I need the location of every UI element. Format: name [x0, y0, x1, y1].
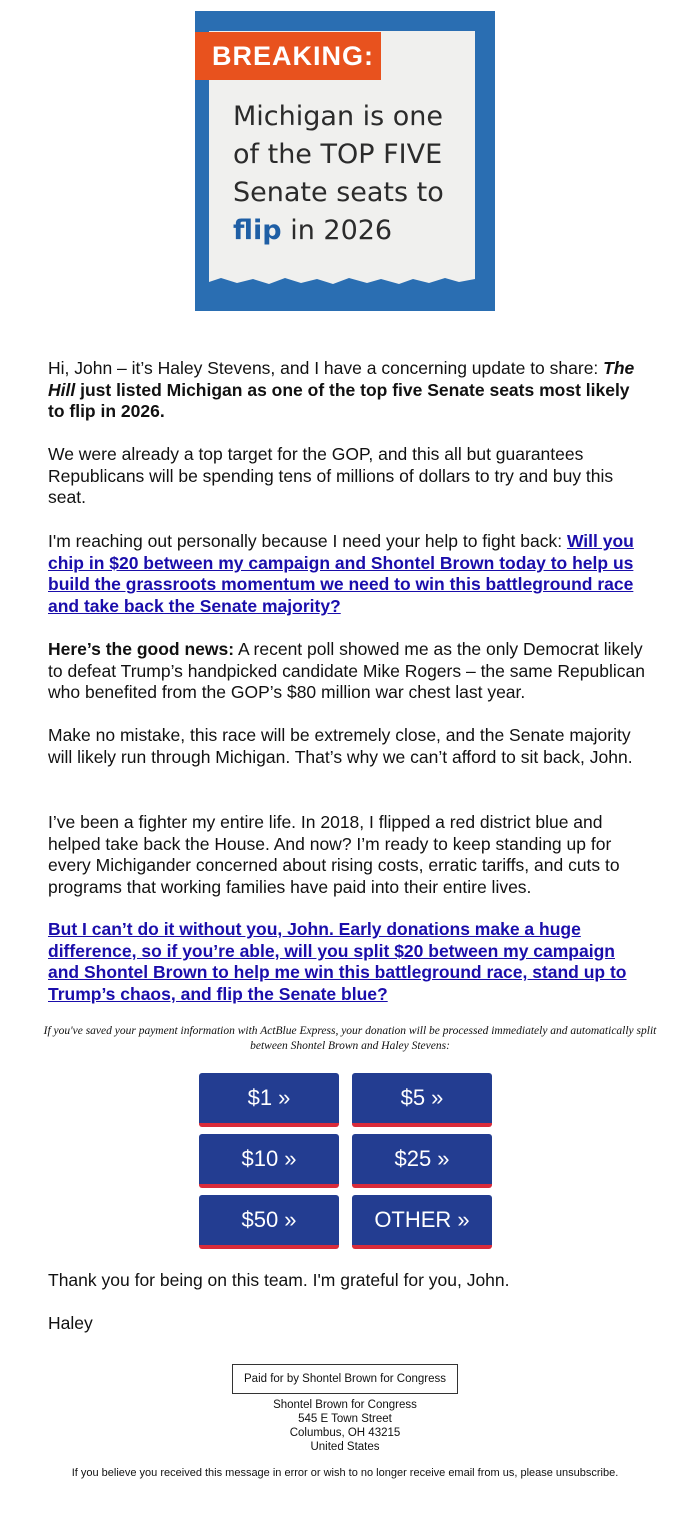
paragraph-fighter: I’ve been a fighter my entire life. In 2018, I flipped a red district blue and helped take back the House. And now? I’m ready to keep standing up for every Michigander concerned about rising costs, erratic tariffs, and cuts to programs that working families have paid into their entire lives.	[48, 812, 620, 898]
donate-link-primary[interactable]: Will you chip in $20 between my campaign and Shontel Brown today to help us build the grassroots momentum we need to win this battleground race and take back the Senate majority?	[48, 531, 634, 617]
donate-5-button[interactable]: $5 »	[352, 1073, 492, 1127]
address-country: United States	[310, 1441, 380, 1453]
donate-50-button[interactable]: $50 »	[199, 1195, 339, 1249]
headline-line: Senate seats to	[233, 177, 444, 208]
paragraph-ask	[48, 531, 648, 618]
ask-text: I'm reaching out personally because I need your help to fight back:	[48, 531, 567, 551]
hero-image	[195, 11, 495, 311]
headline-line: of the TOP FIVE	[233, 139, 443, 170]
donate-link-secondary[interactable]: But I can’t do it without you, John. Early donations make a huge difference, so if you’re able, will you split $20 between my campaign and Shontel Brown to help me win this battleground race, stand up to Trump’s chaos, and flip the Senate blue?	[48, 919, 627, 1005]
headline-line	[233, 212, 483, 250]
breaking-badge: BREAKING:	[195, 32, 381, 80]
donate-10-button[interactable]: $10 »	[199, 1134, 339, 1188]
paragraph-intro	[48, 358, 648, 423]
paragraph-good-news	[48, 639, 648, 704]
flip-word: flip	[233, 215, 282, 246]
paragraph-target: We were already a top target for the GOP, and this all but guarantees Republicans will be spending tens of millions of dollars to try and buy this seat.	[48, 444, 614, 508]
thank-you-text: Thank you for being on this team. I'm grateful for you, John.	[48, 1270, 510, 1290]
mailing-address	[200, 1398, 490, 1454]
headline-tail: in 2026	[290, 215, 393, 246]
paragraph-final-ask	[48, 919, 648, 1006]
headline-line: Michigan is one	[233, 101, 444, 132]
address-street: 545 E Town Street	[298, 1413, 392, 1425]
paid-for-disclaimer: Paid for by Shontel Brown for Congress	[232, 1364, 458, 1394]
good-news-label: Here’s the good news:	[48, 639, 235, 659]
actblue-disclaimer: If you've saved your payment information with ActBlue Express, your donation will be processed immediately and automatically split between Shontel Brown and Haley Stevens:	[43, 1025, 657, 1052]
good-news-text: A recent poll showed me as the only Democrat likely to defeat Trump’s handpicked candidate Mike Rogers – the same Republican who benefited from the GOP’s $80 million war chest last year.	[48, 639, 645, 703]
address-org: Shontel Brown for Congress	[273, 1399, 417, 1411]
intro-text: Hi, John – it’s Haley Stevens, and I have a concerning update to share:	[48, 358, 604, 378]
publication-name: The Hill	[48, 358, 635, 400]
paragraph-close-race: Make no mistake, this race will be extremely close, and the Senate majority will likely run through Michigan. That’s why we can’t afford to sit back, John.	[48, 725, 633, 767]
signoff: Haley	[48, 1313, 93, 1333]
donate-1-button[interactable]: $1 »	[199, 1073, 339, 1127]
donate-25-button[interactable]: $25 »	[352, 1134, 492, 1188]
unsubscribe-text[interactable]: If you believe you received this message in error or wish to no longer receive email from us, please unsubscribe.	[71, 1467, 619, 1479]
hero-headline	[233, 98, 483, 250]
torn-edge	[209, 273, 475, 287]
address-city: Columbus, OH 43215	[289, 1427, 401, 1439]
intro-bold: just listed Michigan as one of the top five Senate seats most likely to flip in 2026.	[48, 379, 630, 422]
donate-other-button[interactable]: OTHER »	[352, 1195, 492, 1249]
